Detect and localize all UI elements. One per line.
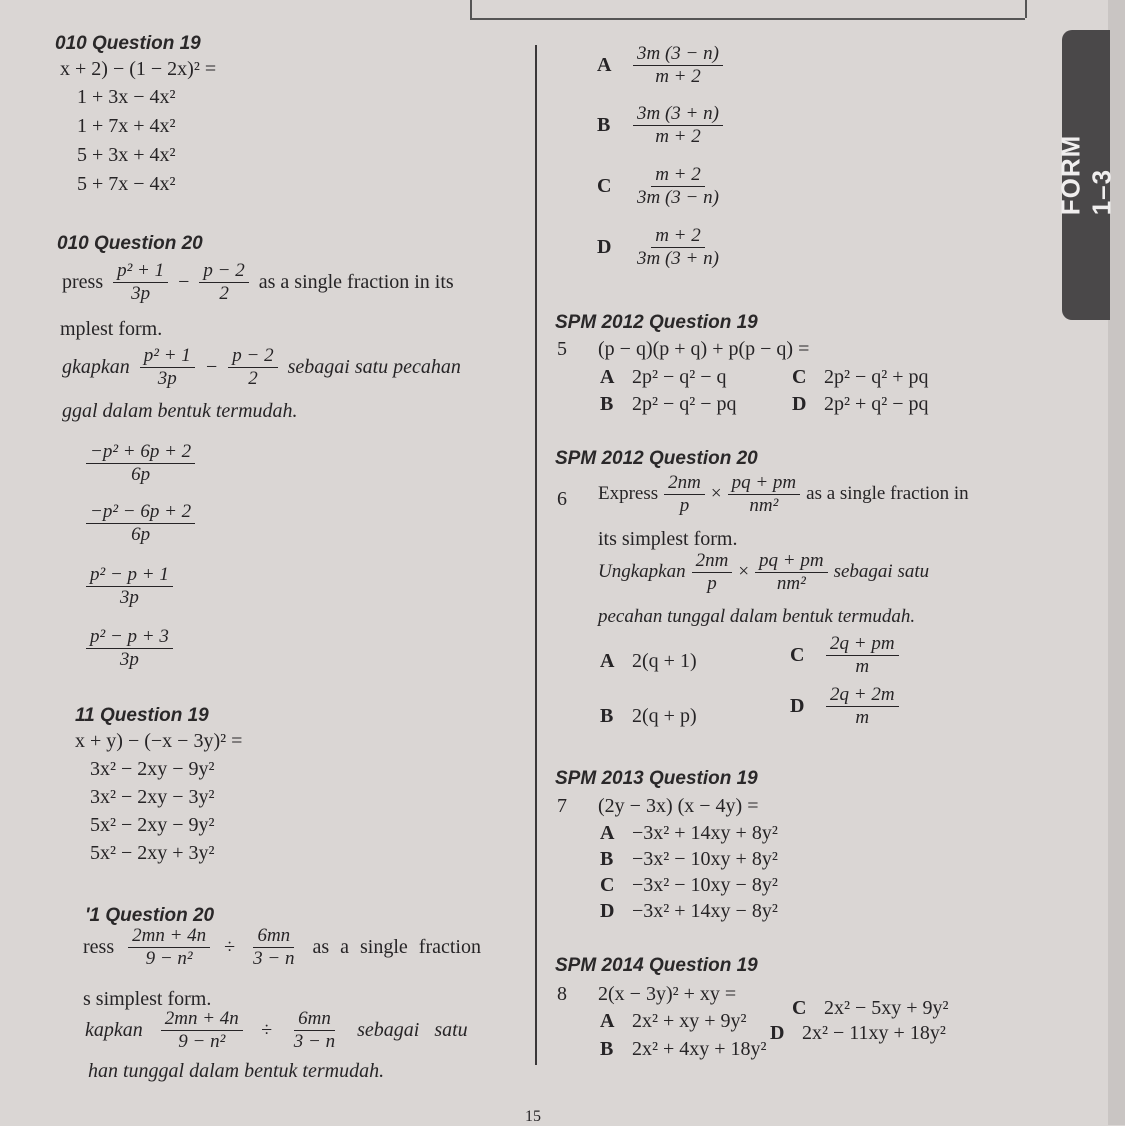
- stem-text: ggal dalam bentuk termudah.: [62, 400, 298, 422]
- option-label: A: [600, 650, 615, 672]
- operator: −: [178, 270, 190, 293]
- option: [597, 164, 727, 209]
- numerator: 2q + 2m: [826, 684, 899, 707]
- option-text: −3x² − 10xy − 8y²: [632, 874, 778, 896]
- question-heading: SPM 2012 Question 20: [555, 448, 758, 469]
- numerator: p² − p + 3: [86, 626, 173, 649]
- fraction: [692, 550, 733, 595]
- question-stem: (2y − 3x) (x − 4y) =: [598, 795, 759, 817]
- denominator: nm²: [749, 494, 779, 516]
- numerator: −p² − 6p + 2: [86, 501, 195, 524]
- stem-text: mplest form.: [60, 318, 163, 340]
- option: 3x² − 2xy − 3y²: [90, 786, 215, 808]
- option: 1 + 7x + 4x²: [77, 115, 176, 137]
- stem-text: sebagai satu: [833, 561, 930, 583]
- option-label: C: [790, 643, 805, 666]
- option: [600, 1038, 767, 1061]
- stem-text: as a single fraction: [312, 935, 481, 958]
- option: [600, 874, 778, 897]
- option: [597, 43, 727, 88]
- option-label: A: [600, 1010, 615, 1032]
- option-text: 2(q + 1): [632, 650, 697, 672]
- numerator: 6mn: [294, 1008, 335, 1031]
- option: 1 + 3x − 4x²: [77, 86, 176, 108]
- denominator: 6p: [131, 463, 151, 485]
- option-text: 2x² − 11xy + 18y²: [802, 1022, 946, 1044]
- denominator: 9 − n²: [145, 947, 193, 969]
- stem-text: Express: [598, 483, 659, 505]
- option-fraction: [82, 563, 177, 609]
- fraction: [113, 260, 168, 305]
- option-label: B: [597, 113, 611, 136]
- numerator: p − 2: [228, 345, 277, 368]
- question-number: 7: [557, 795, 567, 817]
- denominator: m: [855, 706, 870, 728]
- option-text: 2p² + q² − pq: [824, 393, 929, 415]
- option-label: C: [792, 997, 807, 1019]
- option-text: −3x² − 10xy + 8y²: [632, 848, 778, 870]
- option: 5 + 3x + 4x²: [77, 144, 176, 166]
- question-stem-en: [83, 925, 481, 970]
- question-stem: x + 2) − (1 − 2x)² =: [60, 58, 217, 80]
- question-heading: 010 Question 20: [57, 233, 203, 254]
- option-label: D: [792, 393, 807, 415]
- option: [792, 393, 929, 416]
- option: [790, 684, 903, 729]
- option-label: D: [597, 235, 612, 258]
- operator: ×: [738, 561, 750, 583]
- denominator: m: [855, 655, 870, 677]
- option-label: C: [600, 874, 615, 896]
- denominator: p: [707, 572, 717, 594]
- denominator: 3p: [157, 367, 177, 389]
- option: [600, 900, 778, 923]
- question-stem: 2(x − 3y)² + xy =: [598, 983, 737, 1005]
- option-text: 2p² − q² − pq: [632, 393, 737, 415]
- option: [770, 1022, 946, 1045]
- question-heading: SPM 2012 Question 19: [555, 312, 758, 333]
- operator: −: [204, 355, 219, 378]
- denominator: 9 − n²: [178, 1030, 226, 1052]
- table-border: [470, 18, 1025, 20]
- numerator: m + 2: [651, 225, 705, 248]
- option: [600, 848, 778, 871]
- option: [600, 705, 697, 728]
- operator: ×: [710, 483, 722, 505]
- table-cell-border: [1025, 0, 1027, 18]
- numerator: 3m (3 + n): [633, 103, 723, 126]
- option-label: B: [600, 393, 614, 415]
- stem-text: as a single fraction in its: [258, 270, 454, 293]
- stem-text: sebagai satu pecahan: [287, 355, 461, 378]
- side-tab-label: FORM 1–3: [1055, 134, 1117, 216]
- fraction: [228, 345, 277, 390]
- numerator: 2mn + 4n: [128, 925, 210, 948]
- numerator: 2q + pm: [826, 633, 899, 656]
- question-stem-en: [598, 472, 969, 517]
- denominator: m + 2: [655, 125, 701, 147]
- option-fraction: [82, 440, 199, 486]
- option-text: 2p² − q² + pq: [824, 366, 929, 388]
- option-label: B: [600, 1038, 614, 1060]
- numerator: p − 2: [199, 260, 248, 283]
- operator: ÷: [224, 935, 236, 958]
- denominator: 3p: [131, 282, 151, 304]
- numerator: 6mn: [253, 925, 294, 948]
- denominator: p: [679, 494, 690, 516]
- option: [597, 103, 727, 148]
- denominator: 3m (3 − n): [637, 186, 719, 208]
- question-stem-en: [62, 260, 454, 305]
- page-number: 15: [525, 1108, 541, 1125]
- fraction: [199, 260, 248, 305]
- option-label: C: [597, 174, 612, 197]
- option-label: D: [770, 1022, 785, 1044]
- option: [600, 366, 727, 389]
- option: [600, 393, 737, 416]
- table-cell-border: [470, 0, 472, 18]
- option: [600, 822, 778, 845]
- question-heading: 010 Question 19: [55, 33, 201, 54]
- numerator: 3m (3 − n): [633, 43, 723, 66]
- numerator: 2nm: [692, 550, 733, 573]
- option-label: A: [597, 53, 612, 76]
- option-label: A: [600, 822, 615, 844]
- option-text: −3x² + 14xy + 8y²: [632, 822, 778, 844]
- question-stem-ms: [85, 1008, 468, 1053]
- option: 5 + 7x − 4x²: [77, 173, 176, 195]
- denominator: 3p: [119, 648, 139, 670]
- question-number: 8: [557, 983, 567, 1005]
- numerator: 2nm: [664, 472, 705, 495]
- denominator: nm²: [776, 572, 806, 594]
- numerator: pq + pm: [728, 472, 801, 495]
- option: [600, 650, 697, 673]
- question-heading: '1 Question 20: [85, 905, 215, 926]
- stem-text: han tunggal dalam bentuk termudah.: [88, 1060, 385, 1082]
- option: 5x² − 2xy − 9y²: [90, 814, 215, 836]
- option: [792, 366, 929, 389]
- question-stem-ms: [62, 345, 461, 390]
- stem-text: kapkan: [85, 1018, 143, 1041]
- option: [600, 1010, 747, 1033]
- stem-text: press: [62, 270, 104, 293]
- question-stem: x + y) − (−x − 3y)² =: [75, 730, 243, 752]
- question-stem-ms: [598, 550, 929, 595]
- option-label: A: [600, 366, 615, 388]
- fraction: [128, 925, 210, 970]
- option-label: D: [600, 900, 615, 922]
- stem-text: ress: [83, 935, 115, 958]
- fraction: [249, 925, 298, 970]
- option: [597, 225, 727, 270]
- option-text: −3x² + 14xy − 8y²: [632, 900, 778, 922]
- fraction: [664, 472, 705, 517]
- fraction: [755, 550, 828, 595]
- option: [792, 997, 949, 1020]
- numerator: pq + pm: [755, 550, 828, 573]
- question-number: 6: [557, 488, 567, 510]
- question-heading: 11 Question 19: [75, 705, 209, 726]
- denominator: 6p: [131, 523, 151, 545]
- stem-text: Ungkapkan: [598, 561, 686, 583]
- denominator: 3 − n: [253, 947, 295, 969]
- numerator: p² − p + 1: [86, 564, 173, 587]
- numerator: 2mn + 4n: [161, 1008, 243, 1031]
- stem-text: gkapkan: [62, 355, 130, 378]
- option-text: 2x² + xy + 9y²: [632, 1010, 747, 1032]
- numerator: p² + 1: [140, 345, 195, 368]
- operator: ÷: [260, 1018, 272, 1041]
- option-label: C: [792, 366, 807, 388]
- numerator: −p² + 6p + 2: [86, 441, 195, 464]
- fraction: [161, 1008, 243, 1053]
- numerator: p² + 1: [113, 260, 168, 283]
- stem-text: its simplest form.: [598, 528, 738, 550]
- stem-text: pecahan tunggal dalam bentuk termudah.: [598, 606, 916, 627]
- option-fraction: [82, 625, 177, 671]
- numerator: m + 2: [651, 164, 705, 187]
- stem-text: as a single fraction in: [806, 483, 969, 505]
- denominator: 3 − n: [293, 1030, 336, 1052]
- option: [790, 633, 903, 678]
- fraction: [140, 345, 195, 390]
- option-label: B: [600, 705, 614, 727]
- denominator: m + 2: [655, 65, 701, 87]
- column-divider: [535, 45, 537, 1065]
- option-text: 2x² − 5xy + 9y²: [824, 997, 949, 1019]
- option: 3x² − 2xy − 9y²: [90, 758, 215, 780]
- question-number: 5: [557, 338, 567, 360]
- option-fraction: [82, 500, 199, 546]
- denominator: 2: [248, 367, 258, 389]
- stem-text: s simplest form.: [83, 988, 212, 1010]
- option-text: 2x² + 4xy + 18y²: [632, 1038, 767, 1060]
- fraction: [728, 472, 801, 517]
- stem-text: sebagai satu: [357, 1018, 468, 1041]
- question-heading: SPM 2013 Question 19: [555, 768, 758, 789]
- denominator: 3m (3 + n): [637, 247, 719, 269]
- fraction: [290, 1008, 339, 1053]
- option: 5x² − 2xy + 3y²: [90, 842, 215, 864]
- option-text: 2(q + p): [632, 705, 697, 727]
- question-stem: (p − q)(p + q) + p(p − q) =: [598, 338, 810, 360]
- option-label: B: [600, 848, 614, 870]
- denominator: 3p: [119, 586, 139, 608]
- option-label: D: [790, 694, 805, 717]
- denominator: 2: [219, 282, 229, 304]
- option-text: 2p² − q² − q: [632, 366, 727, 388]
- question-heading: SPM 2014 Question 19: [555, 955, 758, 976]
